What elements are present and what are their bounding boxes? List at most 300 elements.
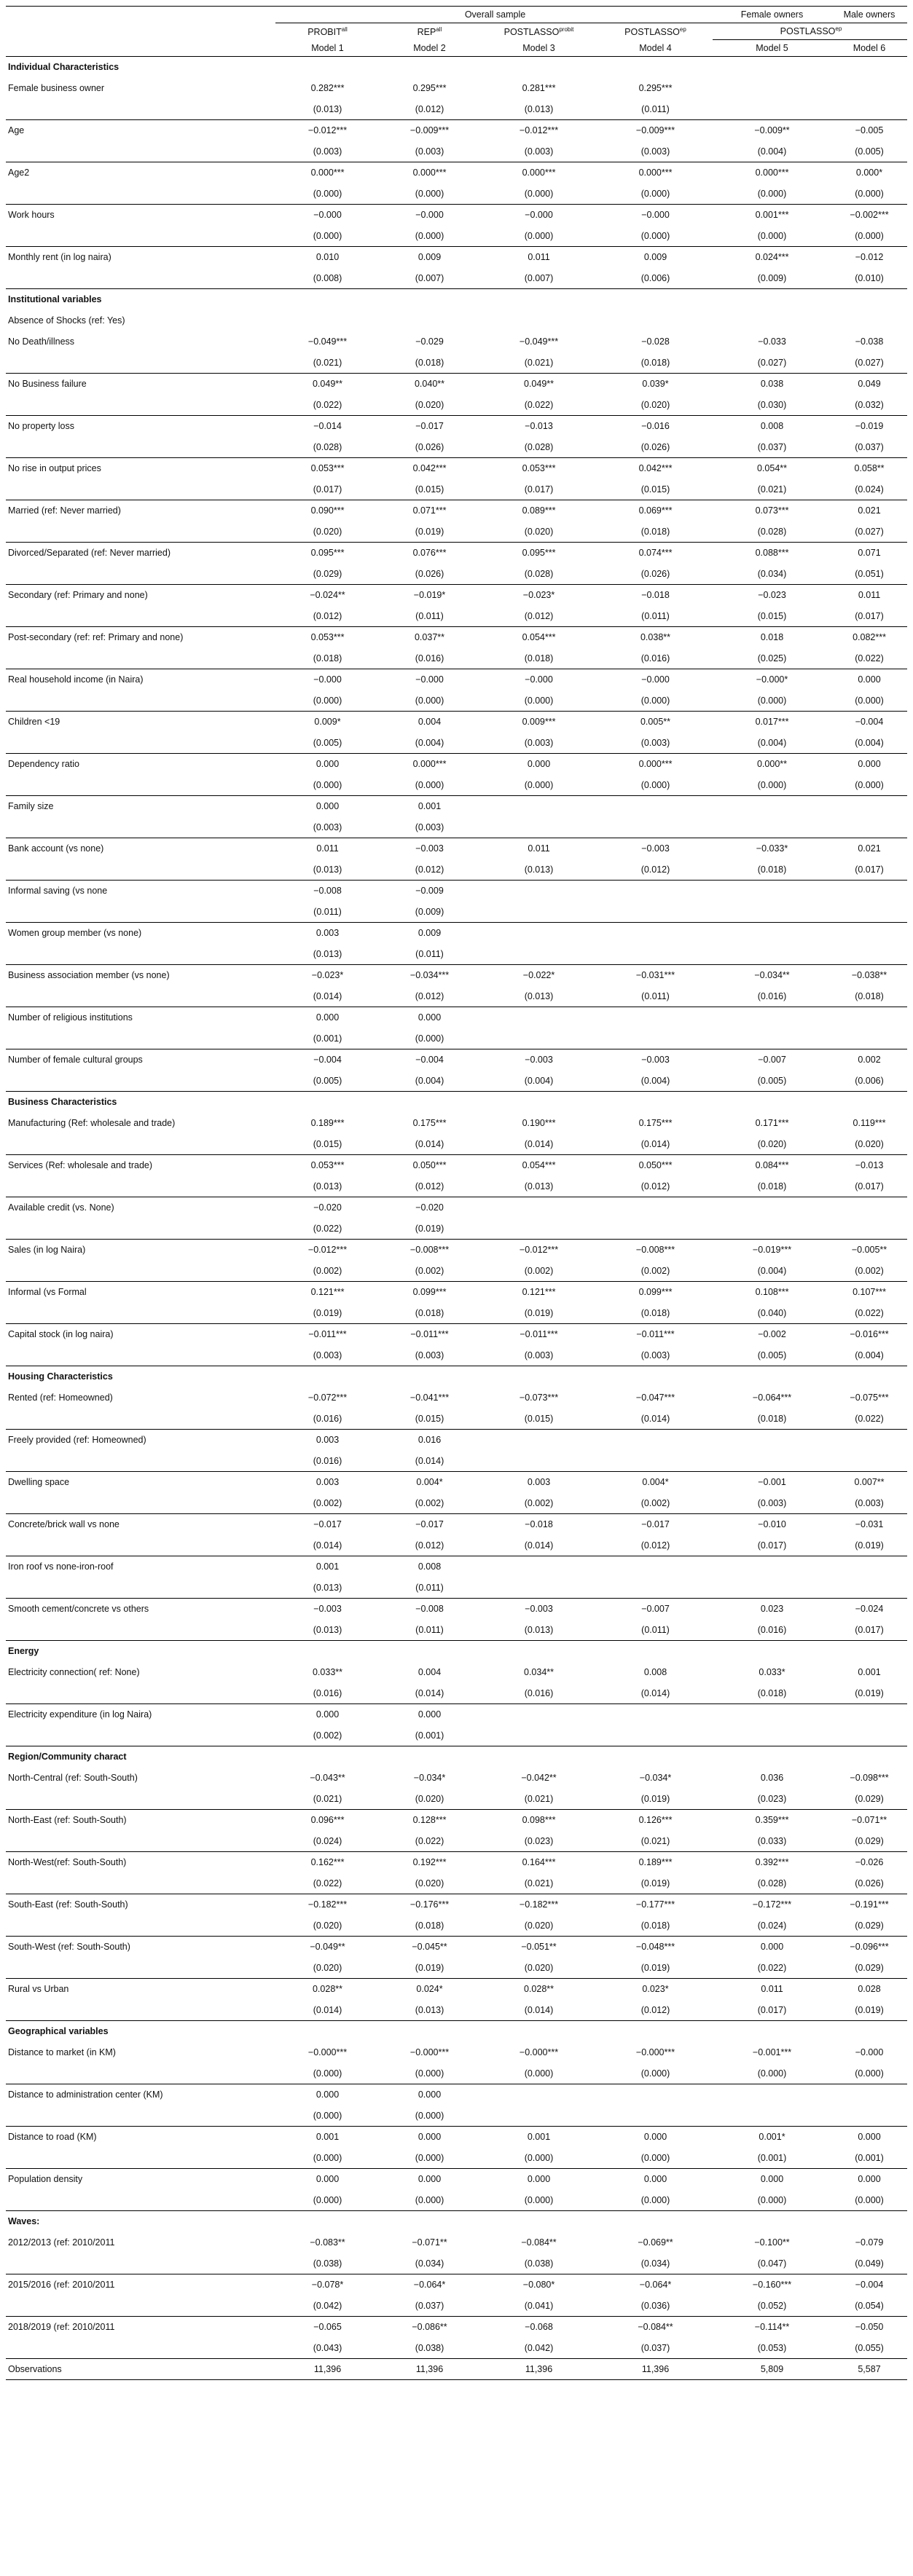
- std-error-cell: (0.019): [829, 1683, 907, 1704]
- coefficient-cell: 0.175***: [638, 1118, 673, 1128]
- std-error-cell: (0.000): [479, 184, 596, 205]
- std-error-cell: (0.014): [596, 1409, 713, 1430]
- estimate-row: [6, 310, 907, 331]
- observations-cell: 11,396: [377, 2359, 479, 2380]
- coefficient-cell: 0.096***: [310, 1815, 345, 1826]
- coefficient-cell: 0.053***: [310, 463, 345, 474]
- section-heading-row: [6, 2211, 907, 2232]
- group-overall-sample: Overall sample: [275, 7, 713, 23]
- coefficient-cell: −0.182***: [519, 1899, 559, 1910]
- std-error-cell: (0.000): [829, 2063, 907, 2084]
- std-error-cell: (0.027): [829, 521, 907, 543]
- observations-cell: 5,587: [829, 2359, 907, 2380]
- std-error-cell: (0.001): [275, 1028, 377, 1049]
- variable-label: No Death/illness: [8, 336, 75, 347]
- estimate-row: [6, 458, 907, 479]
- std-error-cell: (0.007): [479, 268, 596, 289]
- group-male-owners: Male owners: [829, 7, 907, 23]
- coefficient-cell: [829, 1556, 907, 1577]
- variable-label: Post-secondary (ref: ref: Primary and none): [8, 632, 184, 643]
- std-error-cell: (0.013): [275, 1176, 377, 1197]
- coefficient-cell: [829, 1430, 907, 1451]
- std-error-row: [6, 1493, 907, 1514]
- std-error-cell: (0.032): [829, 395, 907, 416]
- estimator-header-1: $PROBIT^{all}$: [307, 25, 348, 37]
- coefficient-cell: −0.182***: [307, 1899, 348, 1910]
- coefficient-cell: 0.011: [528, 252, 550, 263]
- std-error-cell: (0.042): [479, 2338, 596, 2359]
- coefficient-cell: 0.017***: [755, 717, 789, 728]
- std-error-cell: (0.009): [713, 268, 829, 289]
- coefficient-cell: −0.078*: [311, 2280, 344, 2291]
- coefficient-cell: −0.005**: [851, 1245, 887, 1256]
- coefficient-cell: −0.172***: [752, 1899, 792, 1910]
- std-error-cell: (0.001): [713, 2148, 829, 2169]
- std-error-cell: (0.019): [377, 521, 479, 543]
- std-error-row: [6, 1725, 907, 1746]
- coefficient-cell: −0.014: [313, 421, 342, 432]
- std-error-cell: (0.020): [275, 1958, 377, 1979]
- std-error-cell: (0.022): [829, 648, 907, 669]
- std-error-cell: (0.000): [275, 690, 377, 712]
- variable-label: Divorced/Separated (ref: Never married): [8, 548, 171, 559]
- std-error-cell: [829, 944, 907, 965]
- coefficient-cell: 0.008: [418, 1561, 442, 1572]
- coefficient-cell: 0.000: [316, 1709, 340, 1720]
- estimate-row: [6, 2169, 907, 2190]
- std-error-cell: (0.014): [596, 1683, 713, 1704]
- coefficient-cell: 0.000***: [310, 168, 345, 178]
- coefficient-cell: −0.042**: [521, 1773, 557, 1783]
- std-error-cell: (0.018): [713, 859, 829, 881]
- std-error-cell: (0.019): [377, 1218, 479, 1240]
- std-error-row: [6, 2106, 907, 2127]
- section-label: Business Characteristics: [8, 1097, 117, 1108]
- std-error-cell: (0.003): [479, 141, 596, 162]
- std-error-cell: (0.042): [275, 2296, 377, 2317]
- std-error-cell: [713, 1028, 829, 1049]
- coefficient-cell: −0.031: [855, 1519, 884, 1530]
- coefficient-cell: 0.028**: [312, 1984, 342, 1995]
- std-error-cell: (0.000): [377, 2063, 479, 2084]
- estimate-row: [6, 500, 907, 521]
- coefficient-cell: −0.009***: [410, 125, 450, 136]
- estimate-row: [6, 1113, 907, 1134]
- coefficient-cell: −0.008***: [410, 1245, 450, 1256]
- coefficient-cell: 0.295***: [638, 83, 673, 93]
- coefficient-cell: 0.175***: [412, 1118, 447, 1128]
- coefficient-cell: 0.121***: [310, 1287, 345, 1298]
- estimate-row: [6, 627, 907, 648]
- std-error-cell: (0.004): [377, 733, 479, 754]
- coefficient-cell: −0.026: [855, 1857, 884, 1868]
- coefficient-cell: −0.000***: [635, 2047, 675, 2057]
- variable-label: Married (ref: Never married): [8, 505, 121, 516]
- coefficient-cell: 0.001: [527, 2132, 551, 2143]
- variable-label: Distance to road (KM): [8, 2132, 97, 2143]
- std-error-cell: (0.020): [377, 1873, 479, 1894]
- coefficient-cell: −0.013: [855, 1160, 884, 1171]
- coefficient-cell: 0.054***: [522, 632, 556, 643]
- coefficient-cell: [596, 1430, 713, 1451]
- coefficient-cell: −0.034***: [410, 970, 450, 981]
- coefficient-cell: 0.010: [316, 252, 340, 263]
- std-error-cell: (0.003): [479, 733, 596, 754]
- coefficient-cell: 0.119***: [853, 1118, 886, 1128]
- estimate-row: [6, 1937, 907, 1958]
- variable-label: Concrete/brick wall vs none: [8, 1519, 119, 1530]
- coefficient-cell: 0.050***: [412, 1160, 447, 1171]
- std-error-row: [6, 226, 907, 247]
- coefficient-cell: −0.034*: [413, 1773, 446, 1783]
- std-error-cell: (0.022): [829, 1303, 907, 1324]
- variable-label: Business association member (vs none): [8, 970, 170, 981]
- std-error-cell: (0.041): [479, 2296, 596, 2317]
- std-error-cell: (0.000): [713, 184, 829, 205]
- estimate-row: [6, 2127, 907, 2148]
- coefficient-cell: −0.038**: [851, 970, 887, 981]
- variable-label: 2012/2013 (ref: 2010/2011: [8, 2237, 115, 2248]
- variable-label: No Business failure: [8, 379, 87, 390]
- std-error-cell: (0.000): [713, 226, 829, 247]
- std-error-cell: (0.000): [596, 226, 713, 247]
- std-error-cell: (0.016): [479, 1683, 596, 1704]
- std-error-cell: (0.015): [479, 1409, 596, 1430]
- coefficient-cell: −0.011***: [636, 1329, 675, 1340]
- std-error-cell: (0.014): [275, 1535, 377, 1556]
- coefficient-cell: [479, 1704, 596, 1725]
- coefficient-cell: 0.000: [316, 759, 340, 770]
- std-error-cell: (0.004): [596, 1071, 713, 1092]
- std-error-cell: (0.022): [713, 1958, 829, 1979]
- coefficient-cell: −0.002***: [850, 210, 889, 221]
- coefficient-cell: 0.171***: [755, 1118, 789, 1128]
- coefficient-cell: −0.072***: [307, 1393, 348, 1403]
- std-error-cell: (0.000): [275, 226, 377, 247]
- std-error-cell: (0.020): [479, 1915, 596, 1937]
- std-error-cell: [829, 2106, 907, 2127]
- std-error-cell: (0.004): [829, 733, 907, 754]
- std-error-cell: (0.006): [596, 268, 713, 289]
- coefficient-cell: 0.392***: [755, 1857, 789, 1868]
- coefficient-cell: [596, 1556, 713, 1577]
- coefficient-cell: 0.049**: [312, 379, 342, 390]
- coefficient-cell: 0.008: [760, 421, 784, 432]
- coefficient-cell: 0.000: [760, 2174, 784, 2185]
- coefficient-cell: [479, 796, 596, 817]
- std-error-cell: (0.043): [275, 2338, 377, 2359]
- section-heading-row: [6, 289, 907, 310]
- estimate-row: [6, 712, 907, 733]
- std-error-cell: (0.038): [479, 2253, 596, 2274]
- coefficient-cell: 0.001***: [755, 210, 789, 221]
- std-error-row: [6, 1071, 907, 1092]
- std-error-cell: (0.005): [713, 1071, 829, 1092]
- coefficient-cell: −0.004: [415, 1055, 444, 1066]
- coefficient-cell: 0.042***: [412, 463, 447, 474]
- std-error-row: [6, 733, 907, 754]
- std-error-cell: [596, 944, 713, 965]
- std-error-cell: [829, 817, 907, 838]
- coefficient-cell: −0.017: [415, 421, 444, 432]
- std-error-cell: (0.019): [596, 1958, 713, 1979]
- std-error-cell: (0.000): [377, 184, 479, 205]
- std-error-cell: (0.033): [713, 1831, 829, 1852]
- std-error-cell: (0.000): [275, 2190, 377, 2211]
- std-error-cell: [829, 1577, 907, 1599]
- coefficient-cell: [479, 1430, 596, 1451]
- std-error-cell: (0.002): [377, 1261, 479, 1282]
- coefficient-cell: 0.000: [858, 674, 881, 685]
- coefficient-cell: −0.065: [313, 2322, 342, 2333]
- estimate-row: [6, 2042, 907, 2063]
- coefficient-cell: 0.011: [858, 590, 881, 601]
- std-error-row: [6, 184, 907, 205]
- coefficient-cell: 0.099***: [638, 1287, 673, 1298]
- std-error-cell: (0.016): [377, 648, 479, 669]
- std-error-cell: (0.049): [829, 2253, 907, 2274]
- std-error-cell: (0.020): [829, 1134, 907, 1155]
- coefficient-cell: −0.023: [758, 590, 786, 601]
- std-error-cell: (0.018): [479, 648, 596, 669]
- std-error-row: [6, 564, 907, 585]
- coefficient-cell: −0.069**: [638, 2237, 673, 2248]
- std-error-cell: (0.027): [713, 352, 829, 374]
- model-header: Model 3: [479, 40, 596, 57]
- coefficient-cell: [713, 78, 829, 99]
- std-error-cell: (0.026): [596, 437, 713, 458]
- variable-label: Dependency ratio: [8, 759, 79, 770]
- coefficient-cell: 0.000: [858, 2174, 881, 2185]
- variable-label: Informal (vs Formal: [8, 1287, 87, 1298]
- std-error-cell: (0.012): [377, 986, 479, 1007]
- std-error-cell: (0.013): [275, 1620, 377, 1641]
- variable-label: Informal saving (vs none: [8, 886, 108, 897]
- variable-label: Freely provided (ref: Homeowned): [8, 1435, 146, 1446]
- std-error-cell: (0.002): [596, 1261, 713, 1282]
- std-error-row: [6, 1218, 907, 1240]
- coefficient-cell: [479, 310, 596, 331]
- std-error-cell: (0.014): [377, 1134, 479, 1155]
- estimate-row: [6, 78, 907, 99]
- std-error-cell: (0.008): [275, 268, 377, 289]
- variable-label: 2018/2019 (ref: 2010/2011: [8, 2322, 115, 2333]
- coefficient-cell: 0.016: [418, 1435, 442, 1446]
- std-error-cell: (0.004): [377, 1071, 479, 1092]
- std-error-cell: (0.015): [713, 606, 829, 627]
- std-error-cell: (0.000): [479, 2190, 596, 2211]
- coefficient-cell: [479, 1556, 596, 1577]
- std-error-cell: (0.004): [829, 1345, 907, 1366]
- variable-label: Work hours: [8, 210, 55, 221]
- std-error-cell: (0.017): [829, 1176, 907, 1197]
- variable-label: North-Central (ref: South-South): [8, 1773, 138, 1783]
- std-error-cell: (0.001): [829, 2148, 907, 2169]
- std-error-row: [6, 521, 907, 543]
- std-error-cell: [713, 99, 829, 120]
- coefficient-cell: 0.033**: [312, 1667, 342, 1677]
- std-error-cell: (0.000): [377, 226, 479, 247]
- coefficient-cell: 0.192***: [412, 1857, 447, 1868]
- variable-label: Electricity connection( ref: None): [8, 1667, 140, 1677]
- coefficient-cell: −0.024**: [310, 590, 345, 601]
- std-error-cell: (0.013): [377, 2000, 479, 2021]
- coefficient-cell: −0.012***: [519, 125, 559, 136]
- estimate-row: [6, 374, 907, 395]
- std-error-cell: (0.000): [275, 2106, 377, 2127]
- coefficient-cell: 0.189***: [638, 1857, 673, 1868]
- std-error-row: [6, 859, 907, 881]
- std-error-cell: (0.012): [596, 1535, 713, 1556]
- std-error-cell: [596, 902, 713, 923]
- std-error-cell: (0.019): [377, 1958, 479, 1979]
- coefficient-cell: −0.049***: [307, 336, 348, 347]
- variable-label: Bank account (vs none): [8, 843, 104, 854]
- estimate-row: [6, 416, 907, 437]
- estimate-row: [6, 1768, 907, 1789]
- section-heading-row: [6, 1641, 907, 1662]
- std-error-cell: (0.012): [596, 2000, 713, 2021]
- section-label: Energy: [8, 1646, 39, 1657]
- std-error-cell: (0.011): [596, 986, 713, 1007]
- coefficient-cell: [829, 310, 907, 331]
- coefficient-cell: [596, 2084, 713, 2106]
- coefficient-cell: 0.073***: [755, 505, 789, 516]
- coefficient-cell: 0.001: [858, 1667, 881, 1677]
- coefficient-cell: 0.049**: [523, 379, 554, 390]
- estimate-row: [6, 1979, 907, 2000]
- coefficient-cell: 0.001: [418, 801, 442, 812]
- std-error-row: [6, 1535, 907, 1556]
- coefficient-cell: −0.004: [855, 717, 884, 728]
- variable-label: Absence of Shocks (ref: Yes): [8, 315, 125, 326]
- std-error-cell: (0.029): [829, 1915, 907, 1937]
- std-error-cell: (0.022): [275, 1218, 377, 1240]
- coefficient-cell: [829, 923, 907, 944]
- estimate-row: [6, 881, 907, 902]
- std-error-cell: (0.018): [713, 1409, 829, 1430]
- std-error-cell: [479, 1577, 596, 1599]
- std-error-cell: (0.005): [275, 1071, 377, 1092]
- std-error-cell: (0.003): [713, 1493, 829, 1514]
- std-error-row: [6, 1451, 907, 1472]
- std-error-cell: (0.037): [713, 437, 829, 458]
- std-error-cell: (0.000): [377, 775, 479, 796]
- coefficient-cell: −0.011***: [308, 1329, 347, 1340]
- std-error-cell: (0.022): [479, 395, 596, 416]
- coefficient-cell: −0.007: [758, 1055, 786, 1066]
- std-error-cell: (0.015): [275, 1134, 377, 1155]
- std-error-cell: (0.010): [829, 268, 907, 289]
- observations-cell: 11,396: [596, 2359, 713, 2380]
- section-label: Region/Community charact: [8, 1752, 127, 1762]
- std-error-cell: (0.014): [596, 1134, 713, 1155]
- std-error-row: [6, 902, 907, 923]
- std-error-cell: (0.020): [377, 1789, 479, 1810]
- variable-label: Distance to administration center (KM): [8, 2089, 163, 2100]
- coefficient-cell: −0.012***: [307, 1245, 348, 1256]
- std-error-cell: (0.000): [713, 2190, 829, 2211]
- variable-label: Family size: [8, 801, 54, 812]
- coefficient-cell: 0.108***: [755, 1287, 789, 1298]
- std-error-cell: (0.011): [596, 99, 713, 120]
- std-error-cell: (0.013): [479, 1176, 596, 1197]
- coefficient-cell: −0.016***: [850, 1329, 889, 1340]
- estimate-row: [6, 1556, 907, 1577]
- std-error-cell: (0.024): [713, 1915, 829, 1937]
- std-error-cell: (0.026): [377, 437, 479, 458]
- coefficient-cell: 0.095***: [522, 548, 556, 559]
- std-error-cell: [596, 1218, 713, 1240]
- variable-label: Dwelling space: [8, 1477, 70, 1488]
- std-error-cell: (0.016): [275, 1451, 377, 1472]
- estimate-row: [6, 1155, 907, 1176]
- coefficient-cell: −0.022*: [522, 970, 555, 981]
- coefficient-cell: −0.004: [855, 2280, 884, 2291]
- std-error-cell: [596, 1451, 713, 1472]
- std-error-cell: (0.000): [479, 690, 596, 712]
- coefficient-cell: 0.128***: [412, 1815, 447, 1826]
- estimate-row: [6, 1662, 907, 1683]
- coefficient-cell: −0.000: [525, 210, 553, 221]
- estimate-row: [6, 1387, 907, 1409]
- std-error-cell: (0.015): [377, 1409, 479, 1430]
- std-error-cell: (0.000): [829, 775, 907, 796]
- coefficient-cell: 0.050***: [638, 1160, 673, 1171]
- coefficient-cell: [829, 78, 907, 99]
- std-error-cell: (0.019): [596, 1789, 713, 1810]
- std-error-cell: (0.026): [829, 1873, 907, 1894]
- estimate-row: [6, 1324, 907, 1345]
- std-error-cell: (0.000): [713, 775, 829, 796]
- coefficient-cell: −0.075***: [850, 1393, 889, 1403]
- std-error-cell: (0.028): [479, 437, 596, 458]
- coefficient-cell: −0.008: [313, 886, 342, 897]
- std-error-cell: (0.000): [275, 2148, 377, 2169]
- coefficient-cell: −0.008: [415, 1604, 444, 1615]
- std-error-cell: (0.002): [596, 1493, 713, 1514]
- coefficient-cell: [713, 1430, 829, 1451]
- coefficient-cell: −0.000***: [307, 2047, 348, 2057]
- std-error-cell: (0.004): [713, 141, 829, 162]
- coefficient-cell: −0.064*: [639, 2280, 672, 2291]
- std-error-cell: (0.020): [275, 1915, 377, 1937]
- coefficient-cell: 0.011: [528, 843, 550, 854]
- std-error-cell: (0.000): [377, 2148, 479, 2169]
- coefficient-cell: −0.020: [415, 1202, 444, 1213]
- coefficient-cell: 0.021: [858, 843, 881, 854]
- coefficient-cell: 0.024***: [755, 252, 789, 263]
- coefficient-cell: 0.009***: [522, 717, 556, 728]
- std-error-cell: (0.000): [275, 184, 377, 205]
- coefficient-cell: 0.042***: [638, 463, 673, 474]
- std-error-cell: (0.003): [275, 141, 377, 162]
- coefficient-cell: [829, 881, 907, 902]
- std-error-cell: (0.013): [275, 99, 377, 120]
- coefficient-cell: [596, 1197, 713, 1218]
- std-error-row: [6, 479, 907, 500]
- std-error-cell: (0.017): [713, 2000, 829, 2021]
- coefficient-cell: −0.000***: [410, 2047, 450, 2057]
- coefficient-cell: 0.000: [418, 2174, 442, 2185]
- std-error-row: [6, 1789, 907, 1810]
- group-female-owners: Female owners: [713, 7, 829, 23]
- coefficient-cell: 0.036: [760, 1773, 784, 1783]
- coefficient-cell: 0.001: [316, 2132, 340, 2143]
- coefficient-cell: 0.088***: [755, 548, 789, 559]
- std-error-cell: (0.019): [829, 1535, 907, 1556]
- std-error-cell: (0.028): [713, 521, 829, 543]
